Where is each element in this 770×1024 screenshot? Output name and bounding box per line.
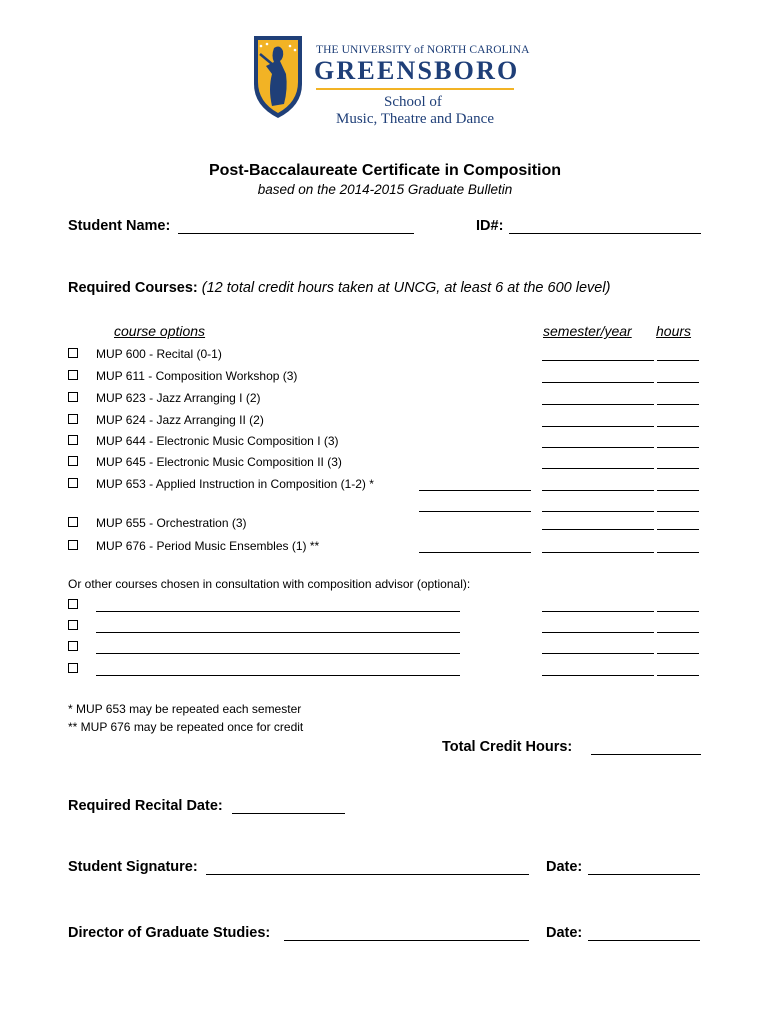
school-logo	[252, 34, 530, 134]
required-courses-label: Required Courses:	[68, 280, 198, 296]
recital-date-label: Required Recital Date:	[68, 798, 223, 814]
student-signature-label: Student Signature:	[68, 859, 198, 875]
course-checkbox[interactable]	[68, 540, 78, 550]
hours-field[interactable]	[657, 611, 699, 612]
course-label: MUP 624 - Jazz Arranging II (2)	[96, 413, 264, 427]
column-course-options: course options	[114, 323, 206, 339]
director-signature-field[interactable]	[284, 940, 529, 941]
course-checkbox[interactable]	[68, 663, 78, 673]
semester-field[interactable]	[542, 490, 654, 491]
column-hours: hours	[656, 323, 692, 339]
student-signature-field[interactable]	[206, 874, 529, 875]
semester-field[interactable]	[542, 632, 654, 633]
course-checkbox[interactable]	[68, 435, 78, 445]
hours-field[interactable]	[657, 552, 699, 553]
other-course-field[interactable]	[96, 653, 460, 654]
required-courses-heading	[68, 280, 610, 296]
footnote-mup-676: ** MUP 676 may be repeated once for credit	[68, 720, 304, 734]
semester-field[interactable]	[542, 511, 654, 512]
logo-greensboro: GREENSBORO	[314, 56, 520, 85]
director-date-label: Date:	[546, 925, 583, 941]
semester-field[interactable]	[542, 529, 654, 530]
student-name-label: Student Name:	[68, 218, 171, 234]
student-id-label: ID#:	[476, 218, 504, 234]
hours-field[interactable]	[657, 490, 699, 491]
signature-date-label: Date:	[546, 859, 583, 875]
course-checkbox[interactable]	[68, 348, 78, 358]
hours-field[interactable]	[657, 426, 699, 427]
hours-field[interactable]	[657, 511, 699, 512]
semester-field[interactable]	[542, 426, 654, 427]
semester-field[interactable]	[542, 675, 654, 676]
total-credit-hours-field[interactable]	[591, 754, 701, 755]
footnote-mup-653: * MUP 653 may be repeated each semester	[68, 702, 302, 716]
course-checkbox[interactable]	[68, 478, 78, 488]
logo-divider	[316, 88, 514, 90]
hours-field[interactable]	[657, 653, 699, 654]
course-checkbox[interactable]	[68, 456, 78, 466]
hours-field[interactable]	[657, 529, 699, 530]
column-semester-year: semester/year	[543, 323, 632, 339]
course-checkbox[interactable]	[68, 620, 78, 630]
course-label: MUP 645 - Electronic Music Composition II (3)	[96, 455, 342, 469]
hours-field[interactable]	[657, 447, 699, 448]
logo-school-line: School of	[384, 94, 442, 110]
student-id-field[interactable]	[509, 233, 701, 234]
page-title: Post-Baccalaureate Certificate in Composition	[208, 162, 562, 179]
logo-university-line: THE UNIVERSITY of NORTH CAROLINA	[316, 44, 530, 56]
other-course-field[interactable]	[96, 611, 460, 612]
extra-semester-field[interactable]	[419, 552, 531, 553]
hours-field[interactable]	[657, 632, 699, 633]
logo-department-line: Music, Theatre and Dance	[336, 111, 494, 127]
semester-field[interactable]	[542, 447, 654, 448]
other-course-field[interactable]	[96, 675, 460, 676]
course-label: MUP 653 - Applied Instruction in Composition (1-2) *	[96, 477, 374, 491]
signature-date-field[interactable]	[588, 874, 700, 875]
extra-semester-field[interactable]	[419, 511, 531, 512]
semester-field[interactable]	[542, 552, 654, 553]
course-checkbox[interactable]	[68, 641, 78, 651]
course-checkbox[interactable]	[68, 599, 78, 609]
semester-field[interactable]	[542, 611, 654, 612]
page-subtitle: based on the 2014-2015 Graduate Bulletin	[257, 182, 513, 197]
recital-date-field[interactable]	[232, 813, 345, 814]
hours-field[interactable]	[657, 382, 699, 383]
course-checkbox[interactable]	[68, 370, 78, 380]
course-checkbox[interactable]	[68, 517, 78, 527]
course-label: MUP 655 - Orchestration (3)	[96, 516, 247, 530]
hours-field[interactable]	[657, 360, 699, 361]
extra-semester-field[interactable]	[419, 490, 531, 491]
semester-field[interactable]	[542, 653, 654, 654]
semester-field[interactable]	[542, 404, 654, 405]
course-label: MUP 623 - Jazz Arranging I (2)	[96, 391, 261, 405]
course-checkbox[interactable]	[68, 414, 78, 424]
hours-field[interactable]	[657, 468, 699, 469]
total-credit-hours-label: Total Credit Hours:	[442, 739, 573, 755]
course-label: MUP 676 - Period Music Ensembles (1) **	[96, 539, 320, 553]
spartan-shield-icon	[252, 34, 304, 120]
other-course-field[interactable]	[96, 632, 460, 633]
other-courses-text: Or other courses chosen in consultation with composition advisor (optional):	[68, 577, 471, 591]
director-date-field[interactable]	[588, 940, 700, 941]
director-signature-label: Director of Graduate Studies:	[68, 925, 271, 941]
semester-field[interactable]	[542, 382, 654, 383]
student-name-field[interactable]	[178, 233, 414, 234]
semester-field[interactable]	[542, 360, 654, 361]
required-courses-note: (12 total credit hours taken at UNCG, at least 6 at the 600 level)	[201, 280, 611, 296]
semester-field[interactable]	[542, 468, 654, 469]
course-label: MUP 611 - Composition Workshop (3)	[96, 369, 298, 383]
course-label: MUP 600 - Recital (0-1)	[96, 347, 222, 361]
course-checkbox[interactable]	[68, 392, 78, 402]
hours-field[interactable]	[657, 404, 699, 405]
hours-field[interactable]	[657, 675, 699, 676]
course-label: MUP 644 - Electronic Music Composition I (3)	[96, 434, 339, 448]
